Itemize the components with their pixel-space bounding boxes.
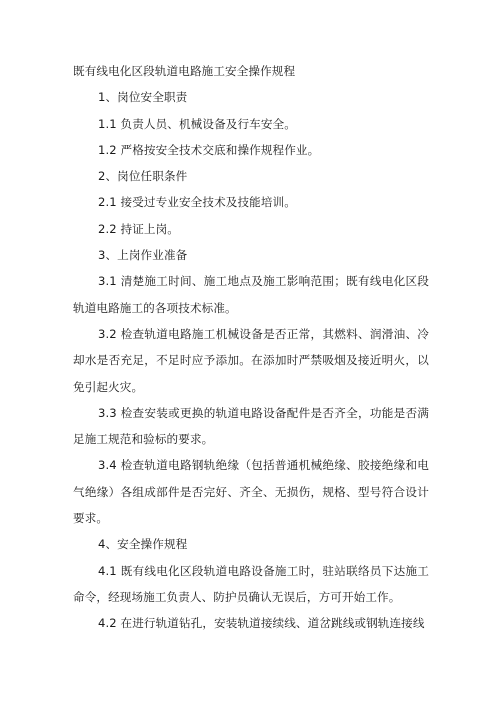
- paragraph: 3.1 清楚施工时间、施工地点及施工影响范围；既有线电化区段轨道电路施工的各项技术标准。: [73, 274, 429, 315]
- paragraph: 3.2 检查轨道电路施工机械设备是否正常，其燃料、润滑油、冷却水是否充足，不足时应予添加。在添加时严禁吸烟及接近明火，以免引起火灾。: [73, 326, 429, 394]
- paragraph: 2.1 接受过专业安全技术及技能培训。: [98, 195, 296, 210]
- paragraph: 4.1 既有线电化区段轨道电路设备施工时，驻站联络员下达施工命令，经现场施工负责人、防护员确认无误后，方可开始工作。: [73, 563, 429, 604]
- document-body: [73, 58, 429, 637]
- paragraph: 3.3 检查安装或更换的轨道电路设备配件是否齐全，功能是否满足施工规范和验标的要求。: [73, 405, 429, 447]
- section-heading: 1、岗位安全职责: [98, 90, 188, 105]
- paragraph: 4.2 在进行轨道钻孔，安装轨道接续线、道岔跳线或钢轨连接线: [98, 616, 425, 631]
- paragraph: 2.2 持证上岗。: [98, 221, 179, 236]
- paragraph: 1.2 严格按安全技术交底和操作规程作业。: [98, 142, 320, 157]
- section-heading: 3、上岗作业准备: [98, 248, 188, 263]
- paragraph: 3.4 检查轨道电路钢轨绝缘（包括普通机械绝缘、胶接绝缘和电气绝缘）各组成部件是否完好、齐全、无损伤，规格、型号符合设计要求。: [73, 458, 429, 526]
- section-heading: 4、安全操作规程: [98, 537, 188, 552]
- section-heading: 2、岗位任职条件: [98, 169, 188, 184]
- document-title: 既有线电化区段轨道电路施工安全操作规程: [73, 64, 296, 78]
- paragraph: 1.1 负责人员、机械设备及行车安全。: [98, 116, 296, 131]
